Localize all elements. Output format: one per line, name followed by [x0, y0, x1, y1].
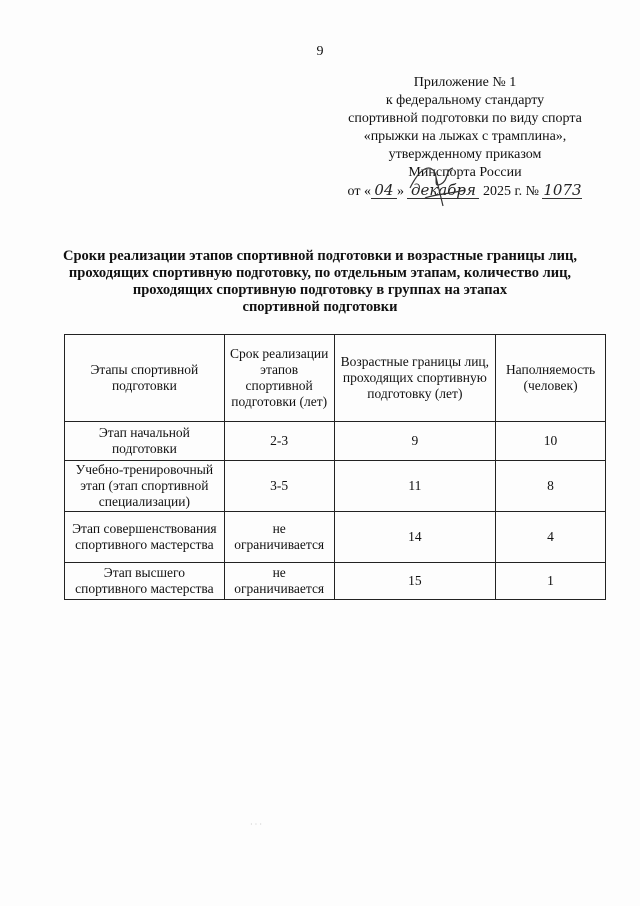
appendix-line: утвержденному приказом [388, 147, 542, 162]
handwritten-month: декабря [407, 182, 479, 199]
cell-age: 9 [334, 422, 495, 461]
cell-duration: не ограничивается [224, 563, 334, 600]
appendix-line: к федеральному стандарту [385, 93, 545, 108]
title-line: спортивной подготовки [242, 299, 398, 315]
cell-stage: Этап совершенствования спортивного мастерства [65, 512, 225, 563]
appendix-line: спортивной подготовки по виду спорта [348, 111, 582, 126]
header-cell-duration: Срок реализации этапов спортивной подготовки (лет) [224, 335, 334, 422]
table-row [65, 512, 606, 563]
cell-stage: Учебно-тренировочный этап (этап спортивной специализации) [65, 461, 225, 512]
cell-duration: не ограничивается [224, 512, 334, 563]
cell-capacity: 10 [496, 422, 606, 461]
title-line: проходящих спортивную подготовку, по отдельным этапам, количество лиц, [68, 265, 572, 281]
appendix-line: Минспорта России [408, 165, 522, 180]
appendix-line: «прыжки на лыжах с трамплина», [363, 129, 567, 144]
cell-capacity: 1 [496, 563, 606, 600]
cell-capacity: 8 [496, 461, 606, 512]
table-header-row [65, 335, 606, 422]
header-cell-age: Возрастные границы лиц, проходящих спортивную подготовку (лет) [334, 335, 495, 422]
header-cell-stage: Этапы спортивной подготовки [65, 335, 225, 422]
page-number: 9 [316, 44, 324, 59]
cell-age: 11 [334, 461, 495, 512]
header-cell-capacity: Наполняемость (человек) [496, 335, 606, 422]
date-prefix: от « [347, 184, 371, 199]
title-line: Сроки реализации этапов спортивной подготовки и возрастные границы лиц, [63, 248, 577, 264]
table-row [65, 422, 606, 461]
cell-duration: 3-5 [224, 461, 334, 512]
document-title [40, 248, 600, 316]
cell-duration: 2-3 [224, 422, 334, 461]
handwritten-order-number: 1073 [543, 181, 582, 199]
stages-table [64, 334, 606, 600]
table-row [65, 563, 606, 600]
cell-capacity: 4 [496, 512, 606, 563]
signature-icon [405, 158, 475, 208]
cell-age: 15 [334, 563, 495, 600]
handwritten-day: 04 [371, 182, 397, 199]
cell-age: 14 [334, 512, 495, 563]
title-line: проходящих спортивную подготовку в группах на этапах [132, 282, 508, 298]
cell-stage: Этап начальной подготовки [65, 422, 225, 461]
date-mid: » [396, 184, 404, 199]
year-text: 2025 г. № [482, 184, 539, 199]
scan-specks: · · · [250, 820, 262, 829]
table-row [65, 461, 606, 512]
appendix-line: Приложение № 1 [413, 75, 517, 90]
cell-stage: Этап высшего спортивного мастерства [65, 563, 225, 600]
